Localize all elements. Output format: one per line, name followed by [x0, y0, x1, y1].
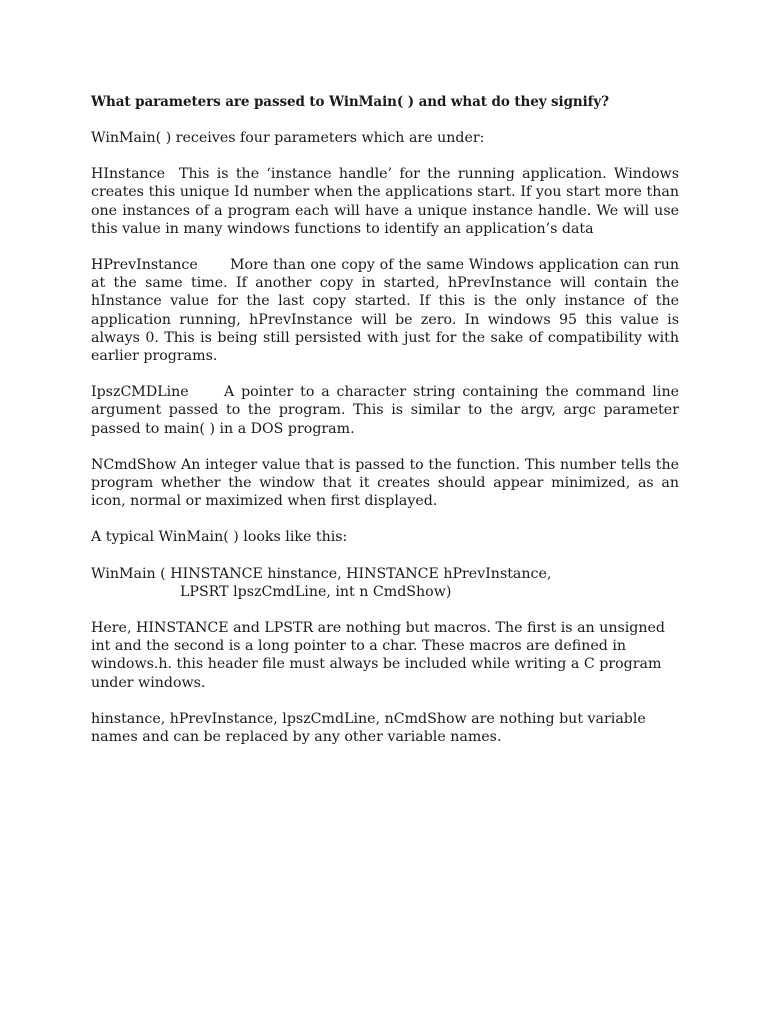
param-term: HInstance: [91, 166, 166, 183]
code-line-1: WinMain ( HINSTANCE hinstance, HINSTANCE hPrevInstance,: [91, 565, 552, 582]
intro-text: WinMain( ) receives four parameters which are under:: [91, 130, 485, 146]
document-content: [91, 93, 679, 746]
param-hinstance: [91, 165, 679, 238]
param-description: This is the ‘instance handle’ for the running application. Windows creates this unique Id number when the applications start. If you start more than one instances of a program each will have a unique instance handle. We will use this value in many windows functions to identify an application’s data: [91, 166, 679, 237]
param-lpszcmdline: [91, 383, 679, 438]
param-description: More than one copy of the same Windows application can run at the same time. If another copy in started, hPrevInstance will contain the hInstance value for the last copy started. If this is the only instance of the application running, hPrevInstance will be zero. In windows 95 this value is always 0. This is being still persisted with just for the sake of compatibility with earlier programs.: [91, 257, 679, 365]
variables-note: hinstance, hPrevInstance, lpszCmdLine, nCmdShow are nothing but variable names and can be replaced by any other variable names.: [91, 710, 646, 746]
macros-note: Here, HINSTANCE and LPSTR are nothing but macros. The first is an unsigned int and the second is a long pointer to a char. These macros are defined in windows.h. this header file must always be included while writing a C program under windows.: [91, 620, 665, 691]
param-ncmdshow: [91, 456, 679, 511]
code-line-2: LPSRT lpszCmdLine, int n CmdShow): [180, 583, 452, 600]
typical-intro: A typical WinMain( ) looks like this:: [91, 529, 348, 546]
param-description: A pointer to a character string containing the command line argument passed to the program. This is similar to the argv, argc parameter passed to main( ) in a DOS program.: [91, 384, 679, 437]
param-term: HPrevInstance: [91, 257, 198, 274]
param-description: An integer value that is passed to the function. This number tells the program whether the window that it creates should appear minimized, as an icon, normal or maximized when first displayed.: [91, 456, 679, 510]
param-hprevinstance: [91, 256, 679, 365]
param-term: IpszCMDLine: [91, 384, 189, 401]
question-heading: What parameters are passed to WinMain( ) and what do they signify?: [91, 94, 609, 110]
param-term: NCmdShow: [91, 456, 177, 473]
